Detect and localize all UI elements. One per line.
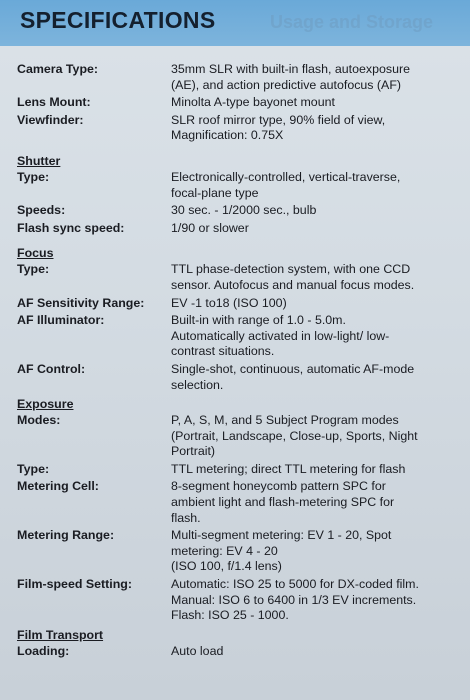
spec-value-line: Automatic: ISO 25 to 5000 for DX-coded film. [171, 577, 419, 592]
spec-value-line: Multi-segment metering: EV 1 - 20, Spot [171, 528, 392, 543]
spec-value [171, 170, 457, 201]
spec-value-line: P, A, S, M, and 5 Subject Program modes [171, 413, 399, 428]
camera-row-viewfinder [17, 113, 457, 144]
spec-value-line: (ISO 100, f/1.4 lens) [171, 559, 282, 574]
shutter-row-flash-sync-speed [17, 221, 457, 237]
spec-value-line: sensor. Autofocus and manual focus modes. [171, 277, 415, 292]
page-title: SPECIFICATIONS [20, 7, 216, 33]
exposure-row-film-speed-setting [17, 577, 457, 624]
spec-label: Type: [17, 461, 50, 476]
spec-label: Viewfinder: [17, 112, 84, 127]
shutter-row-type [17, 170, 457, 201]
spec-value-line: ambient light and flash-metering SPC for [171, 495, 395, 510]
spec-value [171, 413, 457, 460]
spec-value-line: Auto load [171, 643, 224, 658]
exposure-row-type [17, 462, 457, 478]
spec-value-line: selection. [171, 377, 224, 392]
spec-value [171, 462, 457, 478]
spec-label: AF Sensitivity Range: [17, 295, 145, 310]
spec-value [171, 262, 457, 293]
exposure-row-metering-cell [17, 479, 457, 526]
exposure-row-metering-range [17, 528, 457, 575]
exposure-row-modes [17, 413, 457, 460]
spec-value-line: Portrait) [171, 444, 216, 459]
spec-value-line: Built-in with range of 1.0 - 5.0m. [171, 313, 346, 328]
spec-value-line: (Portrait, Landscape, Close-up, Sports, Night [171, 428, 418, 443]
spec-value-line: SLR roof mirror type, 90% field of view, [171, 112, 386, 127]
spec-value-line: 30 sec. - 1/2000 sec., bulb [171, 203, 317, 218]
spec-value-line: Single-shot, continuous, automatic AF-mode [171, 361, 415, 376]
spec-value [171, 62, 457, 93]
focus-section [17, 246, 457, 393]
spec-label: Type: [17, 169, 50, 184]
spec-value-line: Electronically-controlled, vertical-traverse, [171, 169, 401, 184]
spec-label: Modes: [17, 413, 61, 428]
spec-content [17, 62, 457, 661]
spec-value [171, 313, 457, 360]
spec-value-line: Flash: ISO 25 - 1000. [171, 608, 289, 623]
spec-label: Type: [17, 262, 50, 277]
spec-value-line: (AE), and action predictive autofocus (AF) [171, 77, 402, 92]
spec-value [171, 577, 457, 624]
spec-value [171, 95, 457, 111]
focus-row-af-illuminator [17, 313, 457, 360]
spec-label: Camera Type: [17, 62, 99, 76]
focus-row-af-sensitivity-range [17, 296, 457, 312]
section-heading-exposure: Exposure [17, 397, 74, 412]
spec-label: Lens Mount: [17, 95, 91, 110]
shutter-section [17, 154, 457, 236]
spec-value [171, 113, 457, 144]
camera-specs [17, 62, 457, 144]
spec-label: AF Control: [17, 361, 86, 376]
camera-row-lens-mount [17, 95, 457, 111]
shutter-row-speeds [17, 203, 457, 219]
spec-label: Metering Range: [17, 528, 115, 543]
spec-value-line: focal-plane type [171, 185, 259, 200]
spec-label: Speeds: [17, 203, 66, 218]
spec-value-line: metering: EV 4 - 20 [171, 543, 278, 558]
spec-value-line: Automatically activated in low-light/ low- [171, 328, 390, 343]
exposure-section [17, 397, 457, 624]
header-band [0, 0, 470, 46]
spec-value-line: 8-segment honeycomb pattern SPC for [171, 479, 386, 494]
spec-value [171, 203, 457, 219]
film-transport-section [17, 628, 457, 660]
spec-label: AF Illuminator: [17, 313, 105, 328]
spec-value-line: TTL phase-detection system, with one CCD [171, 262, 411, 277]
spec-value-line: EV -1 to18 (ISO 100) [171, 295, 287, 310]
spec-value [171, 644, 457, 660]
bleed-through-text: Usage and Storage [270, 12, 434, 32]
spec-value-line: TTL metering; direct TTL metering for flash [171, 461, 406, 476]
camera-row-camera-type [17, 62, 457, 93]
film-transport-row-loading [17, 644, 457, 660]
section-heading-shutter: Shutter [17, 153, 61, 168]
spec-value [171, 221, 457, 237]
spec-value [171, 479, 457, 526]
spec-value-line: 1/90 or slower [171, 220, 249, 235]
section-heading-focus: Focus [17, 246, 54, 261]
spec-value [171, 296, 457, 312]
spec-label: Loading: [17, 643, 70, 658]
spec-value-line: Magnification: 0.75X [171, 128, 284, 143]
spec-value [171, 528, 457, 575]
spec-value-line: 35mm SLR with built-in flash, autoexposure [171, 62, 410, 76]
focus-row-af-control [17, 362, 457, 393]
spec-value [171, 362, 457, 393]
spec-value-line: Minolta A-type bayonet mount [171, 95, 335, 110]
focus-row-type [17, 262, 457, 293]
spec-label: Flash sync speed: [17, 220, 125, 235]
spec-label: Film-speed Setting: [17, 577, 132, 592]
spec-value-line: Manual: ISO 6 to 6400 in 1/3 EV increments. [171, 592, 417, 607]
spec-label: Metering Cell: [17, 479, 99, 494]
spec-value-line: flash. [171, 510, 201, 525]
section-heading-film-transport: Film Transport [17, 627, 104, 642]
spec-value-line: contrast situations. [171, 344, 275, 359]
